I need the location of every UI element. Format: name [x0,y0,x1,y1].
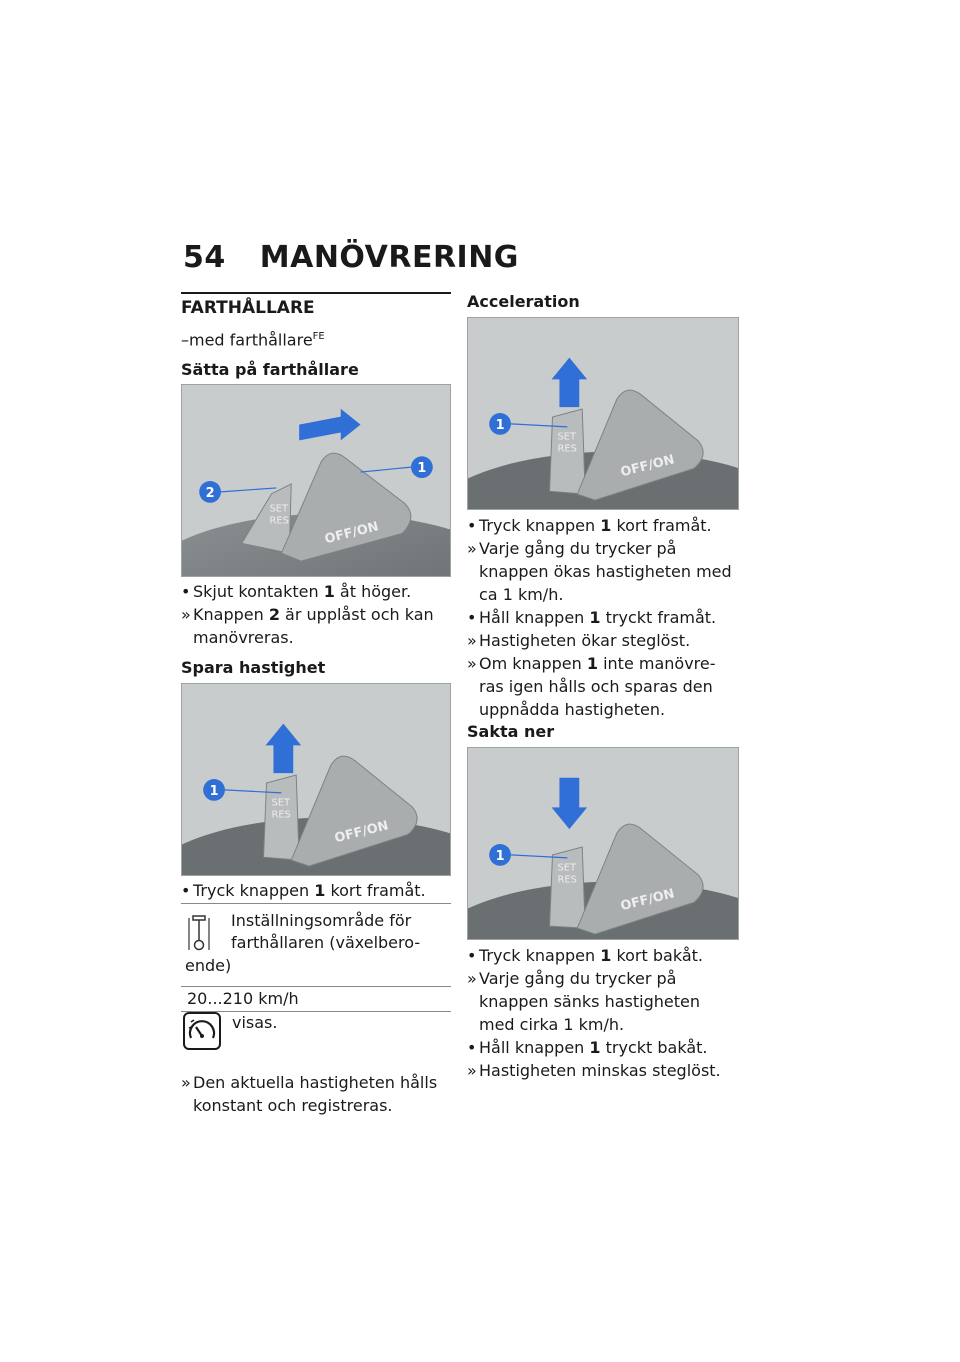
equipment-code: FE [312,331,325,342]
key-ref: 1 [589,608,601,627]
btn-set-label: SET [557,862,577,874]
key-ref: 1 [589,1038,601,1057]
btn-set-label: SET [557,431,577,443]
figure-store-speed [181,683,451,876]
switch-illustration-2 [182,684,450,875]
figure-activate [181,384,451,577]
list-item [467,537,739,606]
list-text: tryckt bakåt. [600,1038,708,1057]
list-item [467,1036,739,1059]
desc-line: Inställningsområde för [231,911,412,930]
table-row [181,903,451,987]
indicator-text: visas. [232,1013,278,1032]
figure-slow-down [467,747,739,940]
subheading-activate: Sätta på farthållare [181,360,359,379]
btn-res-label: RES [557,443,577,455]
list-text: Tryck knappen [479,516,601,535]
result-mark: » [181,1073,191,1092]
result-mark: » [467,539,477,558]
list-text: åt höger. [334,582,412,601]
spec-icon [187,914,211,952]
switch-illustration-4 [468,748,738,939]
desc-line: ende) [185,956,232,975]
instruction-list-5 [467,944,739,1082]
key-ref: 1 [586,654,598,673]
result-mark: » [467,969,477,988]
list-text: Hastigheten minskas steglöst. [479,1061,721,1080]
page-number: 54 [183,240,226,275]
list-item [181,580,451,603]
bullet-mark: • [181,881,191,900]
switch-illustration-1 [182,385,450,576]
range-description [231,910,447,954]
list-text: kort bakåt. [611,946,703,965]
range-value: 20...210 km/h [181,987,451,1012]
section-title: FARTHÅLLARE [181,298,315,318]
offon-label: OFF/ON [619,886,677,915]
list-text: Knappen [193,605,269,624]
key-ref: 1 [600,516,612,535]
cruise-control-indicator-icon [183,1012,221,1050]
list-text: kort framåt. [611,516,712,535]
subheading-store: Spara hastighet [181,658,326,677]
list-item [467,606,739,629]
list-text: Skjut kontakten [193,582,324,601]
list-text: Om knappen [479,654,587,673]
settings-range-table [181,903,451,1012]
bullet-mark: • [467,516,477,535]
result-mark: » [467,631,477,650]
btn-res-label: RES [271,809,291,821]
key-ref: 1 [323,582,335,601]
callout-2-label: 2 [205,485,215,501]
btn-set-label: SET [271,797,291,809]
list-item [467,944,739,967]
callout-1-label: 1 [417,461,427,477]
subheading-slow-down: Sakta ner [467,722,555,741]
list-item [467,967,739,1036]
list-item [181,603,451,649]
offon-label: OFF/ON [619,452,677,481]
offon-label: OFF/ON [333,818,391,847]
result-mark: » [181,605,191,624]
btn-set-label: SET [269,503,289,515]
list-text: Varje gång du trycker på knappen sänks hastigheten med cirka 1 km/h. [479,969,700,1034]
equipment-note [181,325,325,351]
result-mark: » [467,1061,477,1080]
instruction-list-1 [181,580,451,649]
equipment-text: –med farthållare [181,330,313,350]
subheading-acceleration: Acceleration [467,292,580,311]
figure-acceleration [467,317,739,510]
list-text: Håll knappen [479,608,590,627]
list-item [467,629,739,652]
key-ref: 2 [268,605,280,624]
bullet-mark: • [181,582,191,601]
offon-label: OFF/ON [323,519,381,548]
page-header [183,240,519,275]
switch-illustration-3 [468,318,738,509]
instruction-list-4 [467,514,739,721]
list-text: Tryck knappen [479,946,601,965]
list-text: tryckt framåt. [600,608,717,627]
bullet-mark: • [467,608,477,627]
btn-res-label: RES [557,874,577,886]
list-item [467,1059,739,1082]
list-text: Den aktuella hastigheten hålls konstant och registreras. [193,1073,438,1115]
instruction-list-2 [181,879,451,902]
list-text: inte manövre-ras igen hålls och sparas den uppnådda hastigheten. [479,654,716,719]
result-mark: » [467,654,477,673]
callout-1-label: 1 [209,783,219,799]
callout-1-label: 1 [495,417,505,433]
key-ref: 1 [600,946,612,965]
section-rule [181,292,451,294]
chapter-title: MANÖVRERING [259,240,519,275]
list-text: Hastigheten ökar steglöst. [479,631,691,650]
list-item [467,514,739,537]
btn-res-label: RES [269,515,289,527]
list-text: är upplåst och kan manövreras. [193,605,434,647]
list-text: Varje gång du trycker på knappen ökas hastigheten med ca 1 km/h. [479,539,732,604]
list-text: kort framåt. [325,881,426,900]
list-text: Håll knappen [479,1038,590,1057]
bullet-mark: • [467,1038,477,1057]
instruction-list-3 [181,1071,451,1117]
list-item [181,1071,451,1117]
desc-line: farthållaren (växelbero- [231,933,421,952]
key-ref: 1 [314,881,326,900]
list-item [181,879,451,902]
callout-1-label: 1 [495,848,505,864]
list-text: Tryck knappen [193,881,315,900]
list-item [467,652,739,721]
bullet-mark: • [467,946,477,965]
